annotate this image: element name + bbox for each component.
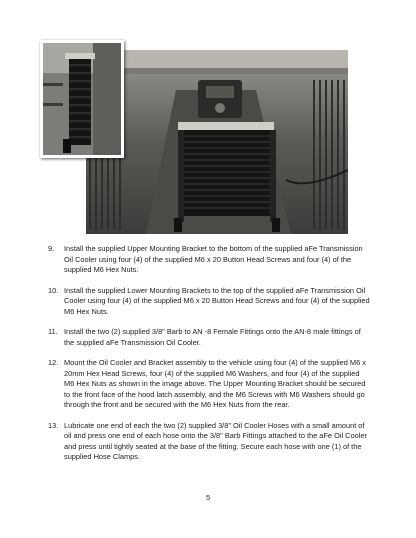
step-item (48, 327, 370, 348)
instruction-steps (48, 244, 370, 473)
main-installation-photo (86, 50, 348, 234)
step-text: Install the two (2) supplied 3/8" Barb to AN -8 Female Fittings onto the AN-8 male fittings of the supplied aFe Transmission Oil Cooler. (64, 327, 361, 347)
step-number: 11. (48, 327, 58, 336)
step-number: 13. (48, 420, 59, 430)
step-number: 10. (48, 285, 59, 295)
step-item (48, 421, 370, 463)
installation-photo-group (40, 40, 348, 238)
step-item (48, 286, 370, 318)
step-number: 12. (48, 358, 59, 367)
step-number: 9. (48, 244, 55, 253)
step-text: Mount the Oil Cooler and Bracket assembly to the vehicle using four (4) of the supplied M6 x 20mm Hex Head Screws, four (4) of the supplied M6 Washers, and four (4) of the supplied M6 Hex Nuts as shown in the image above. The Upper Mounting Bracket should be secured to the front face of the hood latch assembly, and the M6 Screws with M6 Washers should go through the front and be secured with the M6 Hex Nuts from the rear. (64, 358, 366, 409)
step-item (48, 358, 370, 411)
inset-photo-image (43, 43, 121, 155)
step-item (48, 244, 370, 276)
inset-photo (40, 40, 124, 158)
step-text: Lubricate one end of each the two (2) supplied 3/8" Oil Cooler Hoses with a small amount of oil and press one end of each hose onto the 3/8" Barb Fittings attached to the aFe Oil Cooler and press until tightly seated at the base of the fitting. Secure each hose with one (1) of the supplied Hose Clamps. (64, 420, 367, 461)
page-number: 5 (205, 493, 211, 502)
step-text: Install the supplied Lower Mounting Brackets to the top of the supplied aFe Transmission Oil Cooler using four (4) of the supplied M6 x 20 Button Head Screws and four (4) of the supplied M6 Hex Nuts. (64, 285, 370, 316)
step-text: Install the supplied Upper Mounting Bracket to the bottom of the supplied aFe Transmission Oil Cooler using four (4) of the supplied M6 x 20 Button Head Screws and four (4) of the supplied M6 Hex Nuts. (64, 244, 363, 274)
